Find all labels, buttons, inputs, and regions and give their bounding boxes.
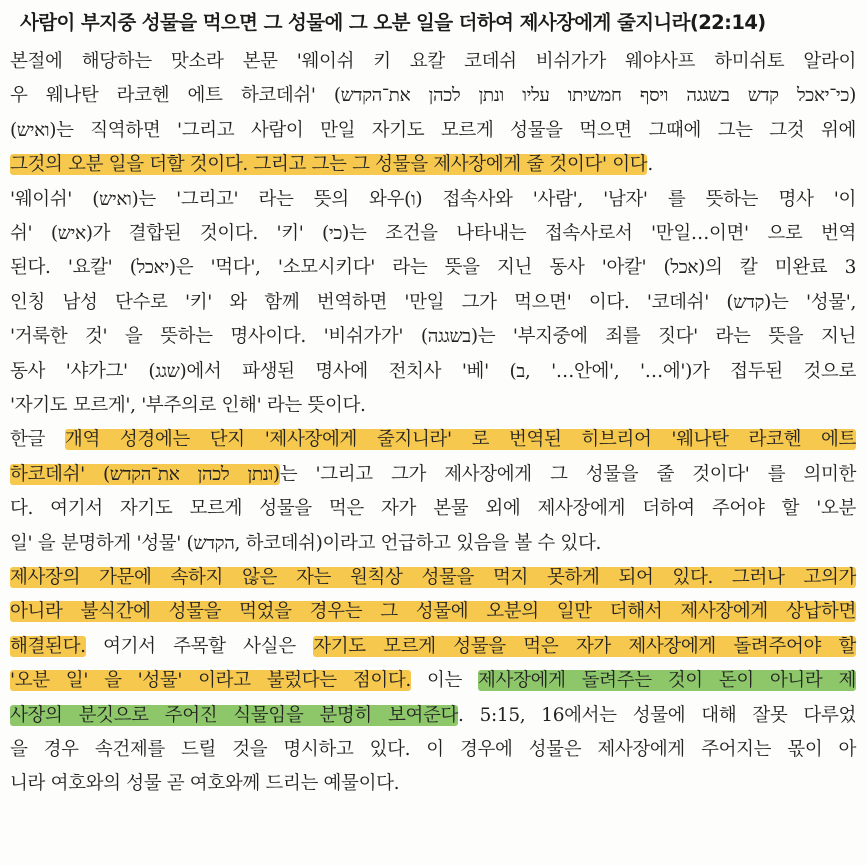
text-segment: '웨이쉬' (ואיש)는 '그리고' 라는 뜻의 와우(ו) 접속사와 '사람', '남자' 를 뜻하는 명사 '이	[10, 188, 856, 210]
text-line	[10, 767, 856, 801]
text-segment: '거룩한 것' 을 뜻하는 명사이다. '비쉬가가' (בשגגה)는 '부지중에 죄를 짓다' 라는 뜻을 지닌	[10, 326, 856, 348]
highlight-green: 제사장에게 돌려주는 것이 돈이 아니라 제	[478, 670, 856, 692]
highlight-yellow: '오분 일' 을 '성물' 이라고 불렀다는 점이다.	[10, 670, 411, 692]
highlight-green: 사장의 분깃으로 주어진 식물임을 분명히 보여준다	[10, 704, 459, 726]
text-line	[10, 458, 856, 492]
text-line	[10, 595, 856, 629]
text-line	[10, 148, 856, 182]
text-segment: 여기서 주목할 사실은	[85, 635, 314, 657]
text-segment: 는 '그리고 그가 제사장에게 그 성물을 줄 것이다' 를 의미한	[279, 463, 857, 485]
section-title: 사람이 부지중 성물을 먹으면 그 성물에 그 오분 일을 더하여 제사장에게 줄지니라(22:14)	[20, 11, 766, 34]
text-line	[10, 251, 856, 285]
text-segment: 을 경우 속건제를 드릴 것을 명시하고 있다. 이 경우에 성물은 제사장에게 주어지는 몫이 아	[10, 739, 856, 760]
text-segment: 한글	[10, 429, 65, 451]
text-line	[10, 699, 856, 733]
text-line	[10, 492, 856, 526]
text-line	[10, 733, 856, 767]
text-line	[10, 561, 856, 595]
highlight-yellow: 하코데쉬' (ונתן לכהן את־הקדש)	[10, 463, 280, 485]
text-segment: 된다. '요칼' (יאכל)은 '먹다', '소모시키다' 라는 뜻을 지닌 동사 '아칼' (אכל)의 칼 미완료 3	[10, 257, 857, 279]
text-segment: 우 웨나탄 라코헨 에트 하코데쉬' (כי־יאכל קדש בשגגה ויסף חמשיתו עליו ונתן לכהן את־הקדש)	[10, 85, 856, 107]
text-line	[10, 217, 856, 251]
text-segment: 니라 여호와의 성물 곧 여호와께 드리는 예물이다.	[10, 773, 400, 795]
text-line	[10, 423, 856, 457]
text-segment: '자기도 모르게', '부주의로 인해' 라는 뜻이다.	[10, 395, 366, 416]
text-segment: (ואיש)는 직역하면 '그리고 사람이 만일 자기도 모르게 성물을 먹으면 그때에 그는 그것 위에	[10, 119, 856, 141]
highlight-yellow: 아니라 불식간에 성물을 먹었을 경우는 그 성물에 오분의 일만 더해서 제사장에게 상납하면	[10, 601, 856, 623]
text-line	[10, 45, 856, 79]
text-line	[10, 183, 856, 217]
text-segment: 동사 '샤가그' (שגג)에서 파생된 명사에 전치사 '베' (ב, '…안에', '…에')가 접두된 것으로	[10, 360, 856, 382]
text-segment: 본절에 해당하는 맛소라 본문 '웨이쉬 키 요칼 코데쉬 비쉬가가 웨야사프 하미쉬토 알라이	[10, 51, 856, 72]
text-line	[10, 79, 856, 113]
text-segment: 다. 여기서 자기도 모르게 성물을 먹은 자가 본물 외에 제사장에게 더하여 주어야 할 '오분	[10, 498, 856, 520]
text-segment: . 5:15, 16에서는 성물에 대해 잘못 다루었	[458, 704, 856, 726]
text-line	[10, 320, 856, 354]
text-segment: 인칭 남성 단수로 '키' 와 함께 번역하면 '만일 그가 먹으면' 이다. '코데쉬' (קדש)는 '성물',	[10, 291, 857, 313]
text-segment: .	[647, 154, 653, 176]
text-line	[10, 527, 856, 561]
text-line	[10, 389, 856, 423]
highlight-yellow: 해결된다.	[10, 635, 86, 657]
text-line	[10, 630, 856, 664]
text-segment: 일' 을 분명하게 '성물' (הקדש, 하코데쉬)이라고 언급하고 있음을 볼 수 있다.	[10, 532, 602, 554]
text-segment: 이는	[410, 670, 479, 692]
highlight-yellow: 개역 성경에는 단지 '제사장에게 줄지니라' 로 번역된 히브리어 '웨나탄 라코헨 에트	[64, 429, 856, 451]
text-line	[10, 355, 856, 389]
highlight-yellow: 그것의 오분 일을 더할 것이다. 그리고 그는 그 성물을 제사장에게 줄 것이다' 이다	[10, 154, 648, 176]
highlight-yellow: 제사장의 가문에 속하지 않은 자는 원칙상 성물을 먹지 못하게 되어 있다. 그러나 고의가	[10, 567, 856, 588]
text-line	[10, 114, 856, 148]
text-segment: 쉬' (איש)가 결합된 것이다. '키' (כי)는 조건을 나타내는 접속사로서 '만일…이면' 으로 번역	[10, 223, 856, 244]
highlight-yellow: 자기도 모르게 성물을 먹은 자가 제사장에게 돌려주어야 할	[313, 635, 856, 657]
text-line	[10, 664, 856, 698]
text-line	[10, 286, 856, 320]
